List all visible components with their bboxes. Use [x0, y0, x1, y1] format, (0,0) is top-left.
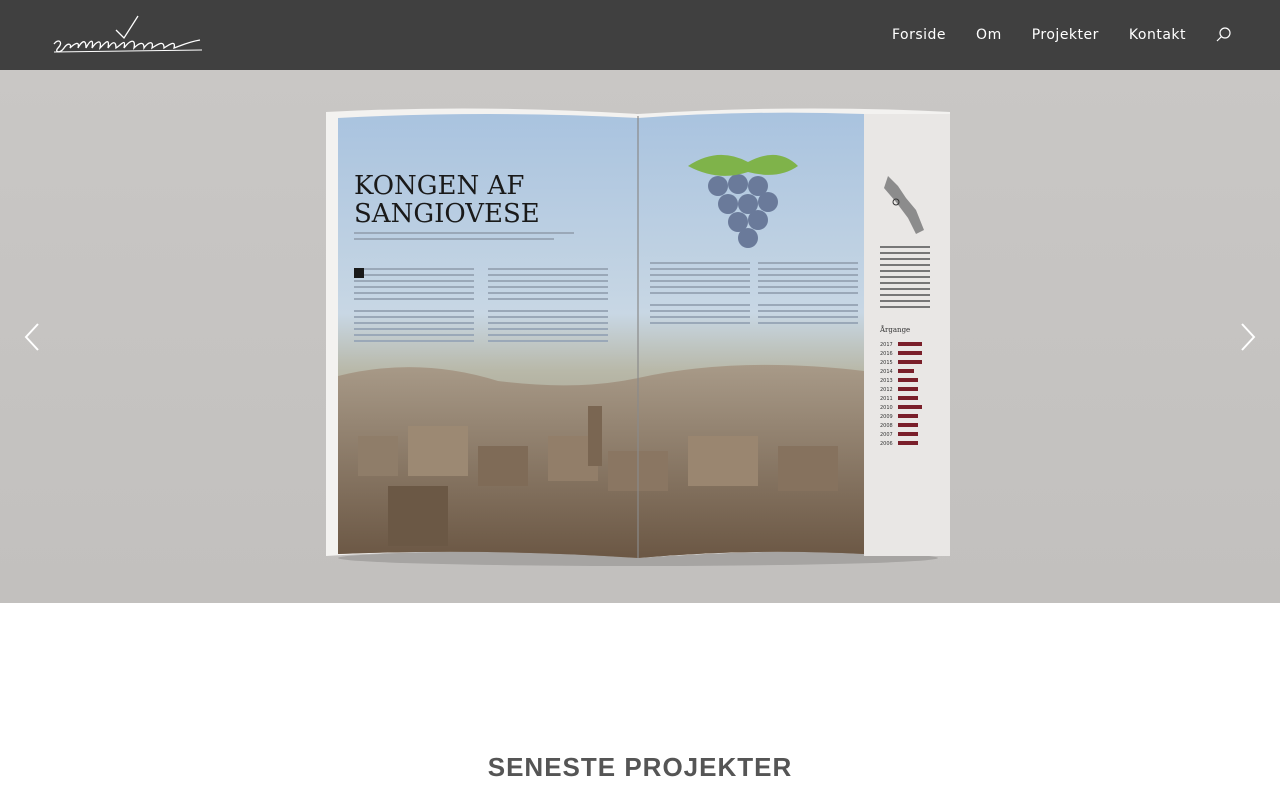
vintage-year: 2008: [880, 423, 893, 429]
vintage-year: 2006: [880, 441, 893, 447]
vintage-year: 2011: [880, 396, 893, 402]
main-nav: [862, 0, 1232, 70]
nav-om[interactable]: Om: [976, 27, 1002, 43]
nav-forside[interactable]: Forside: [891, 27, 947, 43]
magazine-vintage-heading: Årgange: [880, 326, 911, 334]
chevron-left-icon[interactable]: [20, 320, 44, 354]
magazine-title-line2: SANGIOVESE: [354, 199, 540, 229]
vintage-year: 2010: [880, 405, 893, 411]
chevron-right-icon[interactable]: [1236, 320, 1260, 354]
vintage-year: 2017: [880, 342, 893, 348]
nav-projekter[interactable]: Projekter: [1031, 27, 1099, 43]
hero-slider: [0, 70, 1280, 603]
vintage-year: 2014: [880, 369, 893, 375]
search-icon[interactable]: [1216, 27, 1232, 43]
vintage-year: 2007: [880, 432, 893, 438]
vintage-year: 2012: [880, 387, 893, 393]
vintage-year: 2016: [880, 351, 893, 357]
vintage-year: 2013: [880, 378, 893, 384]
logo[interactable]: [52, 14, 204, 56]
site-header: [0, 0, 1280, 70]
nav-kontakt[interactable]: Kontakt: [1128, 27, 1186, 43]
magazine-title-line1: KONGEN AF: [354, 171, 525, 201]
vintage-year: 2009: [880, 414, 893, 420]
section-title: SENESTE PROJEKTER: [487, 751, 793, 782]
vintage-year: 2015: [880, 360, 893, 366]
magazine-spread-image: [318, 106, 958, 566]
